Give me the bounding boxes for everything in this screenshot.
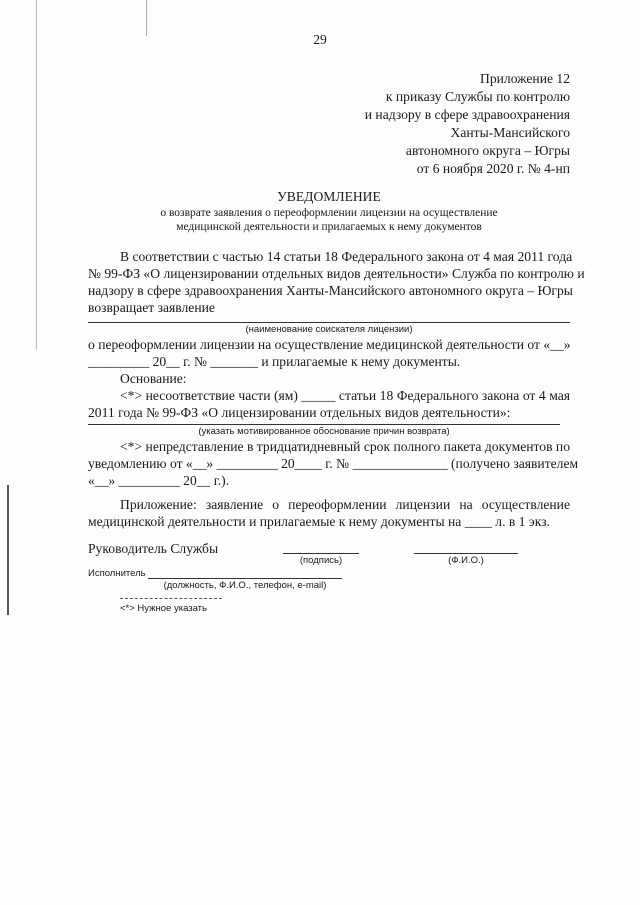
ground1-line-1: <*> несоответствие части (ям) _____ статьи 18 Федерального закона от 4 мая (120, 388, 570, 403)
reason-fill-line (88, 424, 560, 425)
head-label: Руководитель Службы (88, 541, 219, 556)
name-fill-line (414, 553, 518, 554)
reissue-line-2: _________ 20__ г. № _______ и прилагаемые к нему документы. (88, 354, 461, 369)
attachment-line-2: медицинской деятельности и прилагаемые к нему документы на ____ л. в 1 экз. (88, 514, 550, 529)
executor-fill-line (148, 578, 342, 579)
intro-line-3: надзору в сфере здравоохранения Ханты-Мансийского автономного округа – Югры (88, 283, 573, 298)
name-caption: (Ф.И.О.) (448, 555, 484, 566)
footnote-separator (120, 598, 222, 599)
applicant-fill-line (88, 322, 570, 323)
appendix-line-4: Ханты-Мансийского (450, 125, 570, 140)
ground2-line-2: уведомлению от «__» _________ 20____ г. № ______________ (получено заявителем (88, 456, 579, 471)
scan-edge-mark (7, 485, 9, 615)
signature-fill-line (283, 553, 359, 554)
ground2-line-3: «__» _________ 20__ г.). (88, 473, 230, 488)
intro-line-2: № 99-ФЗ «О лицензировании отдельных видов деятельности» Служба по контролю и (88, 266, 585, 281)
appendix-line-6: от 6 ноября 2020 г. № 4-нп (416, 161, 570, 176)
appendix-line-5: автономного округа – Югры (405, 143, 570, 158)
document-title: УВЕДОМЛЕНИЕ (277, 189, 381, 204)
signature-caption: (подпись) (299, 555, 343, 566)
reason-caption: (указать мотивированное обоснование причин возврата) (198, 426, 450, 437)
page-number: 29 (313, 32, 327, 47)
intro-line-1: В соответствии с частью 14 статьи 18 Федерального закона от 4 мая 2011 года (120, 249, 573, 264)
footnote: <*> Нужное указать (120, 603, 207, 614)
scan-edge-line (36, 0, 37, 350)
appendix-line-3: и надзору в сфере здравоохранения (364, 107, 570, 122)
intro-line-4: возвращает заявление (88, 300, 215, 315)
applicant-caption: (наименование соискателя лицензии) (245, 324, 413, 335)
ground2-line-1: <*> непредставление в тридцатидневный срок полного пакета документов по (120, 439, 570, 454)
ground1-line-2: 2011 года № 99-ФЗ «О лицензировании отдельных видов деятельности»: (88, 405, 511, 420)
executor-caption: (должность, Ф.И.О., телефон, e-mail) (163, 580, 327, 591)
appendix-line-2: к приказу Службы по контролю (385, 89, 570, 104)
grounds-label: Основание: (120, 371, 187, 386)
executor-label: Исполнитель (88, 568, 146, 579)
subtitle-line-1: о возврате заявления о переоформлении лицензии на осуществление (160, 207, 498, 219)
attachment-line-1: Приложение: заявление о переоформлении лицензии на осуществление (120, 497, 570, 512)
subtitle-line-2: медицинской деятельности и прилагаемых к нему документов (176, 221, 482, 233)
appendix-line-1: Приложение 12 (480, 71, 570, 86)
reissue-line-1: о переоформлении лицензии на осуществление медицинской деятельности от «__» (88, 337, 571, 352)
scan-top-mark (146, 0, 147, 36)
